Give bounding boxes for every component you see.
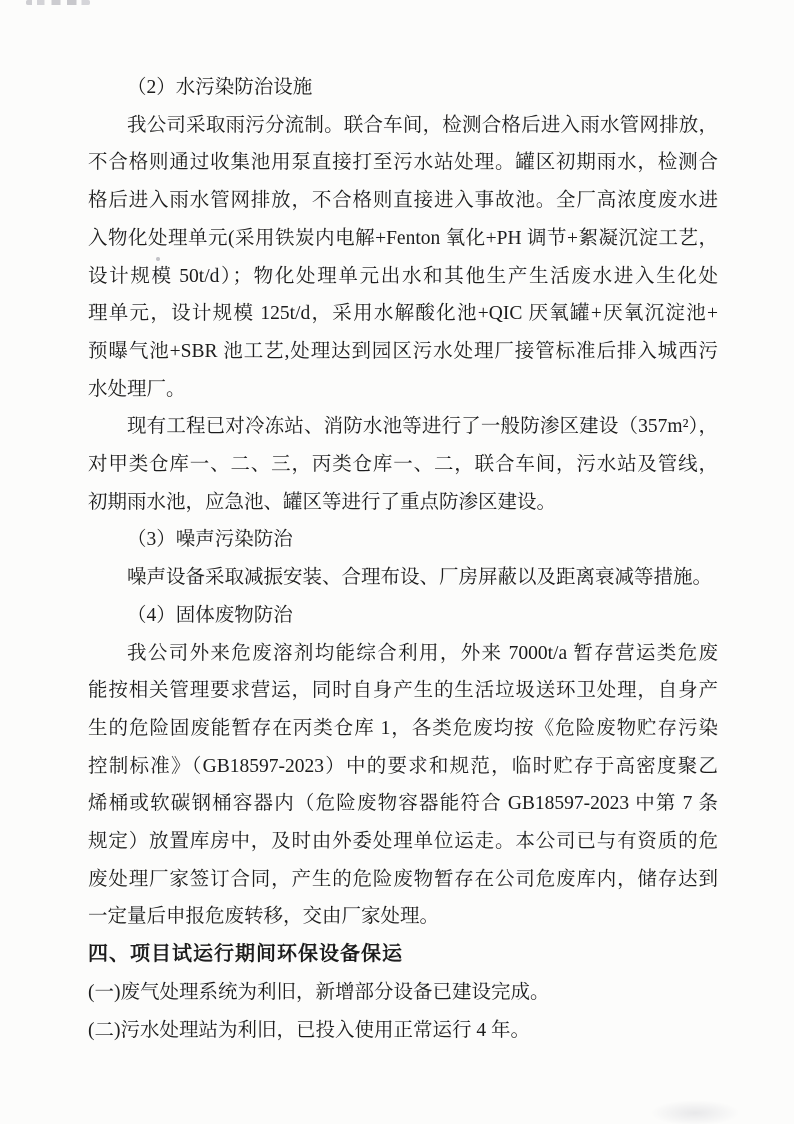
- text-line: 预曝气池+SBR 池工艺,处理达到园区污水处理厂接管标准后排入城西污: [88, 340, 718, 362]
- text-line: 初期雨水池，应急池、罐区等进行了重点防渗区建设。: [88, 491, 557, 513]
- text-line: 现有工程已对冷冻站、消防水池等进行了一般防渗区建设（357m²），: [127, 416, 718, 438]
- text-line: 废处理厂家签订合同，产生的危险废物暂存在公司危废库内，储存达到: [88, 868, 718, 890]
- solid-waste-paragraph: [88, 635, 718, 937]
- section-2-heading: [88, 69, 718, 107]
- text-line: （2）水污染防治设施: [127, 77, 313, 98]
- section-3-heading: [88, 521, 718, 559]
- text-line: (一)废气处理系统为利旧，新增部分设备已建设完成。: [88, 981, 550, 1003]
- text-line: 生的危险固废能暂存在丙类仓库 1，各类危废均按《危险废物贮存污染: [88, 717, 718, 739]
- text-line: （4）固体废物防治: [127, 604, 293, 626]
- noise-control-paragraph: [88, 559, 718, 597]
- rain-sewage-paragraph: [88, 107, 718, 409]
- text-line: 入物化处理单元(采用铁炭内电解+Fenton 氧化+PH 调节+絮凝沉淀工艺，: [88, 227, 718, 249]
- seepage-prevention-paragraph: [88, 408, 718, 521]
- text-line: 理单元，设计规模 125t/d，采用水解酸化池+QIC 厌氧罐+厌氧沉淀池+: [88, 303, 718, 325]
- document-content: [88, 69, 718, 1049]
- text-line: 我公司外来危废溶剂均能综合利用，外来 7000t/a 暂存营运类危废: [127, 642, 718, 664]
- text-line: 不合格则通过收集池用泵直接打至污水站处理。罐区初期雨水，检测合: [88, 152, 718, 174]
- text-line: 能按相关管理要求营运，同时自身产生的生活垃圾送环卫处理，自身产: [88, 680, 718, 702]
- text-line: 我公司采取雨污分流制。联合车间，检测合格后进入雨水管网排放，: [127, 114, 718, 136]
- text-line: 烯桶或软碳钢桶容器内（危险废物容器能符合 GB18597-2023 中第 7 条: [88, 793, 718, 815]
- trial-run-item-2: [88, 1012, 718, 1050]
- scan-artifact-top-left: [26, 0, 90, 5]
- section-4-heading: [88, 597, 718, 635]
- text-line: 一定量后申报危废转移，交由厂家处理。: [88, 906, 440, 928]
- text-line: 噪声设备采取减振安装、合理布设、厂房屏蔽以及距离衰减等措施。: [127, 567, 713, 589]
- text-line: 设计规模 50t/d）；物化处理单元出水和其他生产生活废水进入生化处: [88, 265, 718, 287]
- text-line: 格后进入雨水管网排放，不合格则直接进入事故池。全厂高浓度废水进: [88, 190, 718, 212]
- text-line: 水处理厂。: [88, 378, 186, 400]
- text-line: (二)污水处理站为利旧，已投入使用正常运行 4 年。: [88, 1019, 530, 1041]
- text-line: 对甲类仓库一、二、三，丙类仓库一、二，联合车间，污水站及管线，: [88, 454, 718, 476]
- text-line: 四、项目试运行期间环保设备保运: [88, 943, 403, 966]
- text-line: 规定）放置库房中，及时由外委处理单位运走。本公司已与有资质的危: [88, 831, 718, 853]
- text-line: 控制标准》（GB18597-2023）中的要求和规范，临时贮存于高密度聚乙: [88, 755, 718, 777]
- chapter-4-heading: [88, 936, 718, 974]
- scan-artifact-bottom-right: [650, 1100, 740, 1124]
- trial-run-item-1: [88, 974, 718, 1012]
- text-line: （3）噪声污染防治: [127, 529, 293, 551]
